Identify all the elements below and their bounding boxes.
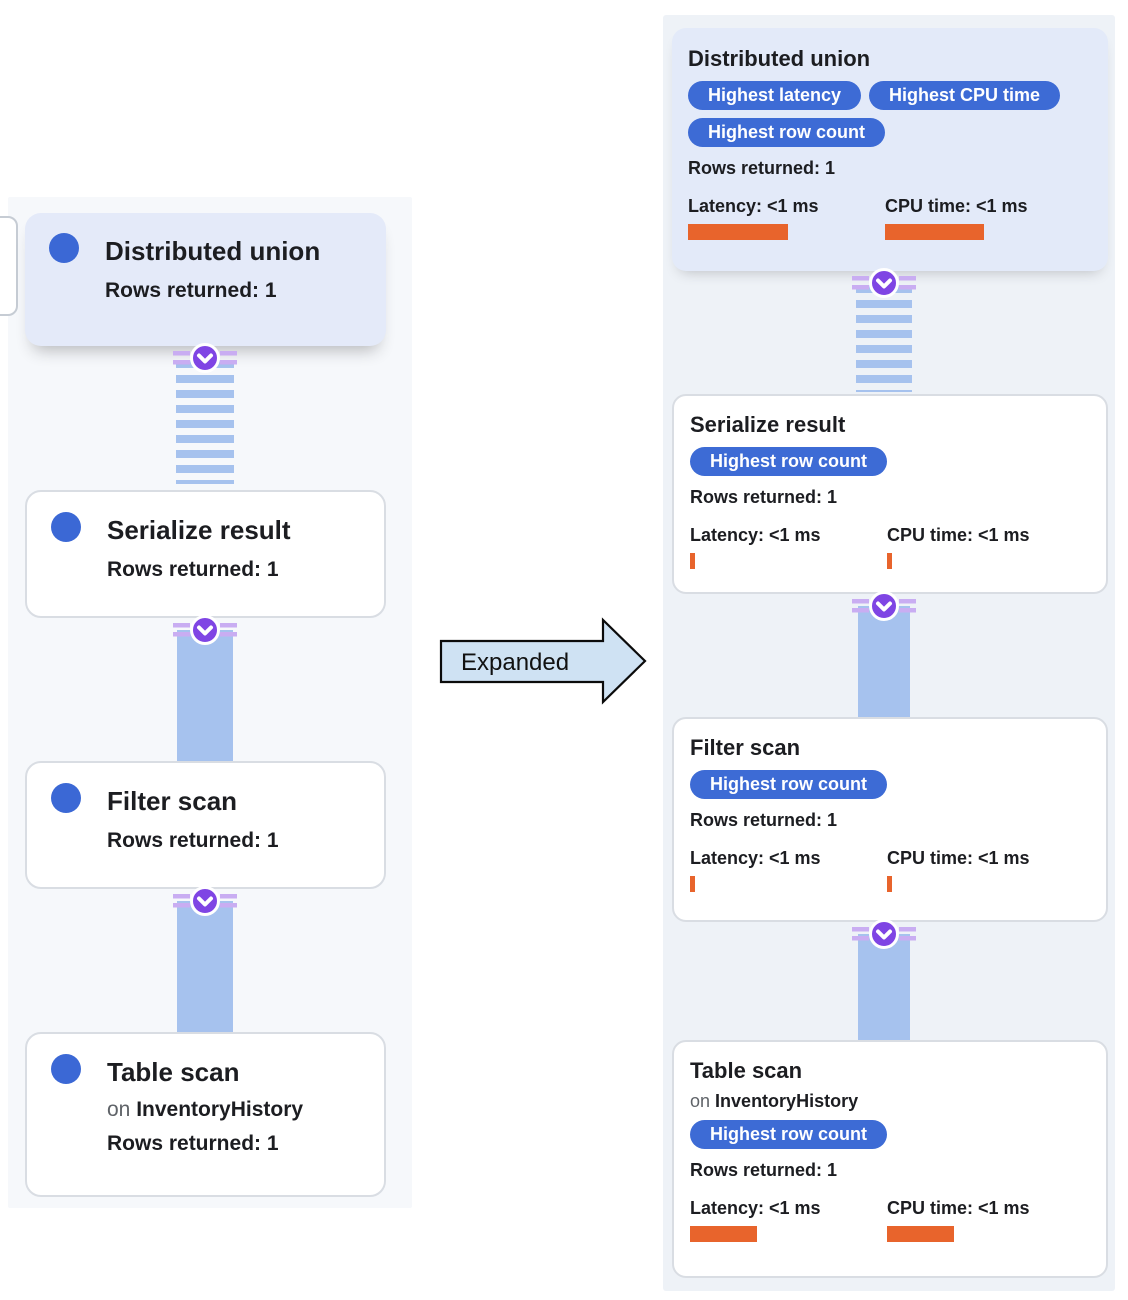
node-title: Distributed union xyxy=(105,236,321,266)
scan-target xyxy=(107,1096,364,1123)
badge-row xyxy=(690,447,1090,476)
expand-node-toggle[interactable] xyxy=(173,615,237,645)
clipped-node-edge xyxy=(0,216,18,316)
rows-returned: Rows returned: 1 xyxy=(690,487,838,507)
plan-node-table-scan[interactable] xyxy=(25,1032,386,1197)
plan-node-serialize-result-expanded[interactable] xyxy=(672,394,1108,594)
expander-stripe-left xyxy=(852,599,869,613)
expander-stripe-left xyxy=(173,894,190,908)
node-title: Filter scan xyxy=(107,786,238,816)
plan-node-distributed-union-expanded[interactable] xyxy=(672,28,1108,271)
latency-bar xyxy=(690,553,695,569)
expander-stripe-right xyxy=(220,623,237,637)
collapse-node-toggle[interactable] xyxy=(852,268,916,298)
latency-bar xyxy=(690,876,695,892)
rows-returned: Rows returned: 1 xyxy=(690,1160,838,1180)
chevron-down-icon xyxy=(190,886,220,916)
collapse-node-toggle[interactable] xyxy=(852,591,916,621)
node-bullet-icon xyxy=(51,1054,81,1084)
plan-node-filter-scan[interactable] xyxy=(25,761,386,889)
plan-node-distributed-union[interactable] xyxy=(25,213,386,346)
local-call-connector xyxy=(177,901,233,1032)
latency-label: Latency: <1 ms xyxy=(690,1198,821,1218)
badge-row xyxy=(690,1120,1090,1149)
cpu-time-label: CPU time: <1 ms xyxy=(887,525,1030,545)
collapse-node-toggle[interactable] xyxy=(852,919,916,949)
rows-returned: Rows returned: 1 xyxy=(107,558,279,581)
latency-label: Latency: <1 ms xyxy=(690,525,821,545)
rows-returned: Rows returned: 1 xyxy=(105,279,277,302)
chevron-down-icon xyxy=(190,615,220,645)
badge-highest-row-count: Highest row count xyxy=(690,1120,887,1149)
rows-returned: Rows returned: 1 xyxy=(107,1132,279,1155)
badge-highest-row-count: Highest row count xyxy=(690,770,887,799)
rows-returned: Rows returned: 1 xyxy=(688,158,836,178)
badge-row xyxy=(690,770,1090,799)
scan-target xyxy=(690,1090,1090,1112)
expanded-label: Expanded xyxy=(461,649,570,676)
cpu-time-bar xyxy=(887,1226,954,1242)
cpu-time-label: CPU time: <1 ms xyxy=(885,196,1028,216)
latency-bar xyxy=(690,1226,757,1242)
remote-call-connector xyxy=(856,285,912,392)
plan-node-filter-scan-expanded[interactable] xyxy=(672,717,1108,922)
on-prefix: on xyxy=(690,1091,711,1111)
local-call-connector xyxy=(177,630,233,761)
chevron-down-icon xyxy=(869,591,899,621)
expander-stripe-left xyxy=(173,351,190,365)
table-name: InventoryHistory xyxy=(715,1091,859,1111)
node-title: Serialize result xyxy=(107,515,291,545)
metrics-row xyxy=(688,196,1092,240)
cpu-time-bar xyxy=(887,553,892,569)
expander-stripe-left xyxy=(852,927,869,941)
badge-highest-row-count: Highest row count xyxy=(688,118,885,147)
badge-highest-latency: Highest latency xyxy=(688,81,861,110)
rows-returned: Rows returned: 1 xyxy=(690,810,838,830)
cpu-time-label: CPU time: <1 ms xyxy=(887,1198,1030,1218)
expanded-annotation-arrow xyxy=(428,608,653,713)
badge-row xyxy=(688,81,1092,147)
expander-stripe-right xyxy=(899,599,916,613)
expander-stripe-right xyxy=(220,351,237,365)
cpu-time-label: CPU time: <1 ms xyxy=(887,848,1030,868)
node-title: Filter scan xyxy=(690,735,801,760)
local-call-connector xyxy=(858,606,910,717)
remote-call-connector xyxy=(176,360,234,484)
metrics-row xyxy=(690,525,1090,569)
latency-label: Latency: <1 ms xyxy=(688,196,819,216)
latency-label: Latency: <1 ms xyxy=(690,848,821,868)
expander-stripe-right xyxy=(220,894,237,908)
plan-node-table-scan-expanded[interactable] xyxy=(672,1040,1108,1278)
chevron-down-icon xyxy=(869,919,899,949)
node-bullet-icon xyxy=(51,512,81,542)
cpu-time-bar xyxy=(885,224,984,240)
chevron-down-icon xyxy=(190,343,220,373)
table-name: InventoryHistory xyxy=(136,1098,304,1121)
on-prefix: on xyxy=(107,1098,131,1121)
node-title: Distributed union xyxy=(688,46,871,71)
cpu-time-bar xyxy=(887,876,892,892)
node-title: Table scan xyxy=(107,1057,240,1087)
local-call-connector xyxy=(858,934,910,1040)
expander-stripe-left xyxy=(852,276,869,290)
node-bullet-icon xyxy=(51,783,81,813)
node-title: Serialize result xyxy=(690,412,846,437)
expand-node-toggle[interactable] xyxy=(173,343,237,373)
node-title: Table scan xyxy=(690,1058,803,1083)
rows-returned: Rows returned: 1 xyxy=(107,829,279,852)
expander-stripe-right xyxy=(899,276,916,290)
badge-highest-cpu-time: Highest CPU time xyxy=(869,81,1060,110)
expander-stripe-right xyxy=(899,927,916,941)
metrics-row xyxy=(690,848,1090,892)
expander-stripe-left xyxy=(173,623,190,637)
node-bullet-icon xyxy=(49,233,79,263)
metrics-row xyxy=(690,1198,1090,1242)
latency-bar xyxy=(688,224,788,240)
expand-node-toggle[interactable] xyxy=(173,886,237,916)
chevron-down-icon xyxy=(869,268,899,298)
badge-highest-row-count: Highest row count xyxy=(690,447,887,476)
plan-node-serialize-result[interactable] xyxy=(25,490,386,618)
